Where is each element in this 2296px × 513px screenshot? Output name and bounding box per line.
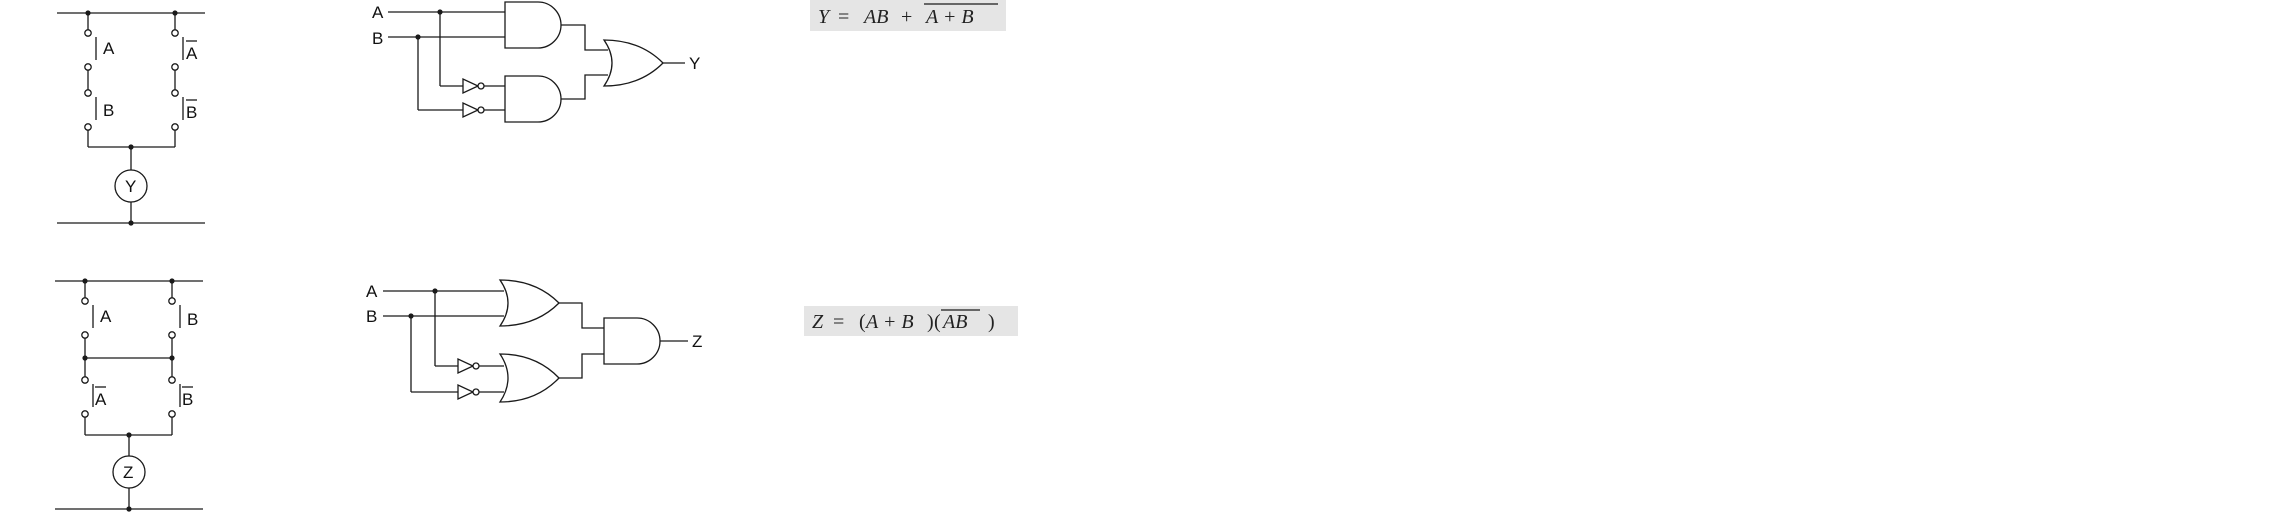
- equation-lhs: Y: [818, 6, 830, 28]
- input-label-a: A: [366, 282, 378, 301]
- not-gate-a: [458, 359, 473, 373]
- or-gate-output: [604, 40, 663, 86]
- output-label-y: Y: [689, 54, 701, 73]
- not-gate-b: [463, 103, 478, 117]
- coil-label-z: Z: [123, 463, 134, 482]
- equation-equals: =: [833, 311, 845, 333]
- input-label-b: B: [372, 29, 384, 48]
- equation-product: AB: [943, 311, 968, 333]
- relay-label-a: A: [103, 39, 115, 58]
- relay-circuit-y: [57, 10, 205, 225]
- not-gate-a: [463, 79, 478, 93]
- not-gate-b: [458, 385, 473, 399]
- relay-label-b: B: [187, 310, 199, 329]
- or-gate-bottom: [500, 354, 559, 402]
- relay-label-b: B: [103, 101, 115, 120]
- equation-paren-open-2: (: [934, 311, 941, 333]
- equation-y: [810, 0, 1006, 31]
- equation-paren-open: (: [859, 311, 866, 333]
- or-gate-top: [500, 280, 559, 326]
- coil-label-y: Y: [125, 177, 137, 196]
- equation-term-ab: AB: [864, 6, 889, 28]
- equation-lhs: Z: [812, 311, 824, 333]
- relay-label-not-a: A: [186, 44, 198, 63]
- and-gate-bottom: [505, 76, 561, 122]
- equation-sum: A + B: [866, 311, 914, 333]
- relay-label-not-b: B: [186, 103, 198, 122]
- equation-term-nor: A + B: [926, 6, 974, 28]
- relay-label-a: A: [100, 307, 112, 326]
- and-gate-output: [604, 318, 660, 364]
- relay-label-not-b: B: [182, 390, 194, 409]
- equation-z: [804, 306, 1018, 336]
- relay-circuit-z: [55, 278, 203, 511]
- gate-circuit-y: [372, 2, 700, 122]
- input-label-a: A: [372, 3, 384, 22]
- equation-plus: +: [901, 6, 913, 28]
- and-gate-top: [505, 2, 561, 48]
- gate-circuit-z: [366, 280, 702, 402]
- equation-paren-close-2: ): [988, 311, 995, 333]
- output-label-z: Z: [692, 332, 703, 351]
- equation-equals: =: [838, 6, 850, 28]
- equation-paren-close: ): [927, 311, 934, 333]
- relay-label-not-a: A: [95, 390, 107, 409]
- input-label-b: B: [366, 307, 378, 326]
